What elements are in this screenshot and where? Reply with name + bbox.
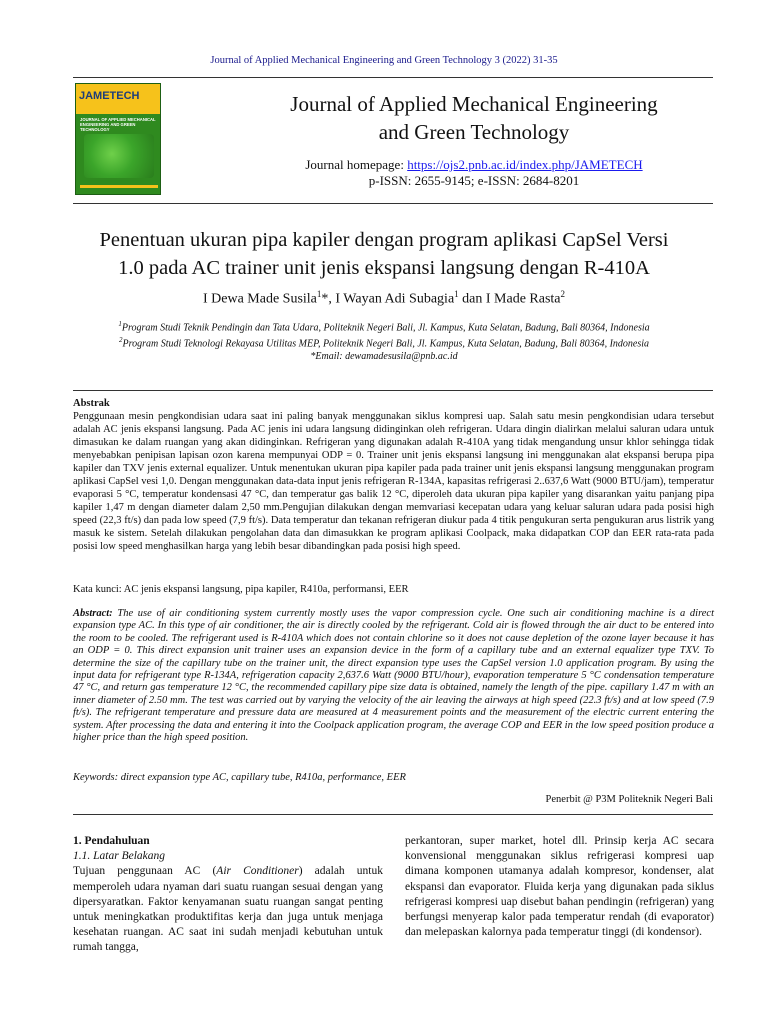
affiliation-2 (40, 334, 728, 350)
author-list (40, 289, 728, 308)
affiliation-text: Program Studi Teknologi Rekayasa Utilitas MEP, Politeknik Negeri Bali, Jl. Kampus, Kuta Selatan, Badung, Bali 80364, Indonesia (122, 338, 650, 350)
author-conjunction: dan (458, 291, 486, 307)
abstract-top-rule (73, 390, 713, 391)
keywords-en: Keywords: direct expansion type AC, capillary tube, R410a, performance, EER (73, 772, 406, 783)
abstract-body-id: Penggunaan mesin pengkondisian udara saat ini paling banyak menggunakan siklus kompresi uap. Salah satu mesin pengkondisian udara tersebut adalah AC jenis ekspansi langsung. Pada AC jenis ini udara langsung didinginkan oleh refrigeran. Udara dingin dialirkan melalui saluran udara untuk dimasukan ke dalam ruangan yang akan didinginkan. Refrigeran yang digunakan adalah R-410A yang tidak mengandung unsur khlor sehingga tidak menyebabkan penipisan lapisan ozon karena mempunyai ODP = 0. Trainer unit jenis ekspansi langsung ini menggunakan alat ekspansi berupa pipa kapiler dan TXV jenis external equalizer. Untuk menentukan ukuran pipa kapiler pada pada trainer unit jenis ekspansi langsung menggunakan program aplikasi CapSel vesi 1,0. Dengan menggunakan data-data input jenis refrigeran R-134A, kapasitas refrigerasi 2..637,6 Watt (9000 BTU/jam), temperatur evaporasi 5 °C, temperatur kondensasi 47 °C, dan temperatur gas balik 12 °C, diperoleh data ukuran pipa kapiler yang disarankan yaitu panjang pipa kapiler 1,47 m dengan diameter dalam 2,50 mm.Pengujian dilakukan dengan memvariasi kecepatan udara yang keluar saluran udara pada posisi high speed (22,3 ft/s) dan pada low speed (7,9 ft/s). Data temperatur dan tekanan refrigeran diukur pada 4 titik pengukuran serta pengukuran arus listrik yang masuk ke sistem. Setelah dilakukan pengolahan data dan dimasukkan ke program aplikasi Coolpack, maka didapatkan COP dan EER rata-rata pada posisi low speed menghasilkan harga yang lebih besar dibandingkan pada posisi high speed. (73, 411, 714, 552)
keywords-id: Kata kunci: AC jenis ekspansi langsung, pipa kapiler, R410a, performansi, EER (73, 584, 409, 595)
author-affiliation-mark: 2 (560, 289, 566, 299)
article-title (60, 226, 708, 282)
cover-subtitle: JOURNAL OF APPLIED MECHANICAL ENGINEERING AND GREEN TECHNOLOGY (80, 117, 156, 132)
author-affiliation-mark: 1 (316, 289, 322, 299)
section-heading: 1. Pendahuluan (73, 835, 150, 847)
header-bottom-rule (73, 203, 713, 204)
journal-title-line2: and Green Technology (378, 120, 570, 144)
abstract-heading-id: Abstrak (73, 398, 110, 409)
abstract-en (73, 608, 714, 744)
issn-text: p-ISSN: 2655-9145; e-ISSN: 2684-8201 (368, 173, 580, 188)
publisher-line: Penerbit @ P3M Politeknik Negeri Bali (545, 794, 713, 805)
affiliation-number: 1 (118, 320, 122, 328)
author-name: I Wayan Adi Subagia (335, 291, 455, 307)
journal-homepage-block (180, 157, 768, 189)
abstract-body-en: The use of air conditioning system currently mostly uses the vapor compression cycle. One such air conditioning machine is a direct expansion type AC. In this type of air conditioner, the air is directly cooled by the refrigerant. Cold air is flowed through the air duct to be entered into the room to be cooled. The refrigerant used is R-410A which does not contain chlorine so it does not cause depletion of the ozone layer because it has an ODP = 0. This direct expansion unit trainer uses an expansion device in the form of a capillary tube and an external equalizer type TXV. To determine the size of the capillary tube on the trainer unit, the direct expansion type uses the CapSel version 1.0 application program. By using the input data for refrigerant type R-134A, refrigeration capacity 2,637.6 Watt (9000 BTU/hour), evaporation temperature 5 °C condensation temperature 47 °C, and return gas temperature 12 °C, the recommended capillary pipe size data is obtained, namely the length of the pipe. capillary 1.47 m with an inner diameter of 2.50 mm. The test was carried out by varying the velocity of the air leaving the airways at high speed (22.3 ft/s) and at low speed (7.9 ft/s). The refrigerant temperature and pressure data are measured at 4 measurement points and the measurement of the electric current entering the system. After processing the data and entering it into the Coolpack application program, the average COP and EER in the low speed position produce a higher price than the high speed position. (73, 608, 714, 744)
author-name: I Dewa Made Susila (202, 291, 317, 307)
homepage-link[interactable]: https://ojs2.pnb.ac.id/index.php/JAMETECH (407, 157, 643, 172)
affiliation-number: 2 (118, 336, 123, 345)
paragraph-text: Tujuan penggunaan AC ( (73, 865, 217, 878)
affiliations (40, 318, 728, 363)
author-name: I Made Rasta (485, 291, 561, 307)
intro-paragraph (73, 864, 383, 955)
journal-title (180, 90, 768, 146)
corresponding-email: *Email: dewamadesusila@pnb.ac.id (310, 350, 458, 362)
subsection-heading: 1.1. Latar Belakang (73, 850, 165, 863)
cover-artwork (84, 134, 154, 178)
affiliation-1 (40, 318, 728, 334)
cover-logo: JAMETECH (79, 90, 140, 102)
article-title-line1: Penentuan ukuran pipa kapiler dengan program aplikasi CapSel Versi (99, 229, 669, 251)
journal-cover-image (75, 83, 161, 195)
intro-column-left (73, 834, 383, 956)
intro-column-right: perkantoran, super market, hotel dll. Prinsip kerja AC secara konvensional menggunakan siklus refrigerasi kompresi uap dimana komponen utamanya adalah kompresor, kondenser, alat ekspansi dan evaporator. Fluida kerja yang digunakan pada siklus refrigerasi kompresi uap disebut bahan pendingin (refrigeran) yang berfungsi menyerap kalor pada temperatur rendah (di evaporator) dan melepaskan kalornya pada temperatur tinggi (di kondensor). (405, 835, 714, 939)
abstract-heading-en: Abstract: (73, 608, 113, 619)
corresponding-mark: *, (321, 291, 336, 307)
header-top-rule (73, 77, 713, 78)
paragraph-text: ) adalah untuk memperoleh udara nyaman dari suatu ruangan sesuai dengan yang dipersyaratkan. Faktor kenyamanan suatu ruangan sangat penting untuk meningkatkan produktifitas kerja dan juga untuk menjaga kesehatan ruangan. AC saat ini sudah menjadi kebutuhan untuk rumah tangga, (73, 865, 384, 954)
author-affiliation-mark: 1 (454, 289, 459, 299)
cover-footer-band (80, 185, 158, 188)
paragraph-italic: Air Conditioner (216, 865, 299, 878)
homepage-label: Journal homepage: (305, 157, 408, 172)
article-title-line2: 1.0 pada AC trainer unit jenis ekspansi langsung dengan R-410A (118, 257, 650, 279)
journal-title-line1: Journal of Applied Mechanical Engineering (290, 92, 658, 116)
abstract-bottom-rule (73, 814, 713, 815)
journal-reference: Journal of Applied Mechanical Engineering and Green Technology 3 (2022) 31-35 (210, 55, 558, 66)
affiliation-text: Program Studi Teknik Pendingin dan Tata Udara, Politeknik Negeri Bali, Jl. Kampus, Kuta Selatan, Badung, Bali 80364, Indonesia (121, 322, 650, 334)
